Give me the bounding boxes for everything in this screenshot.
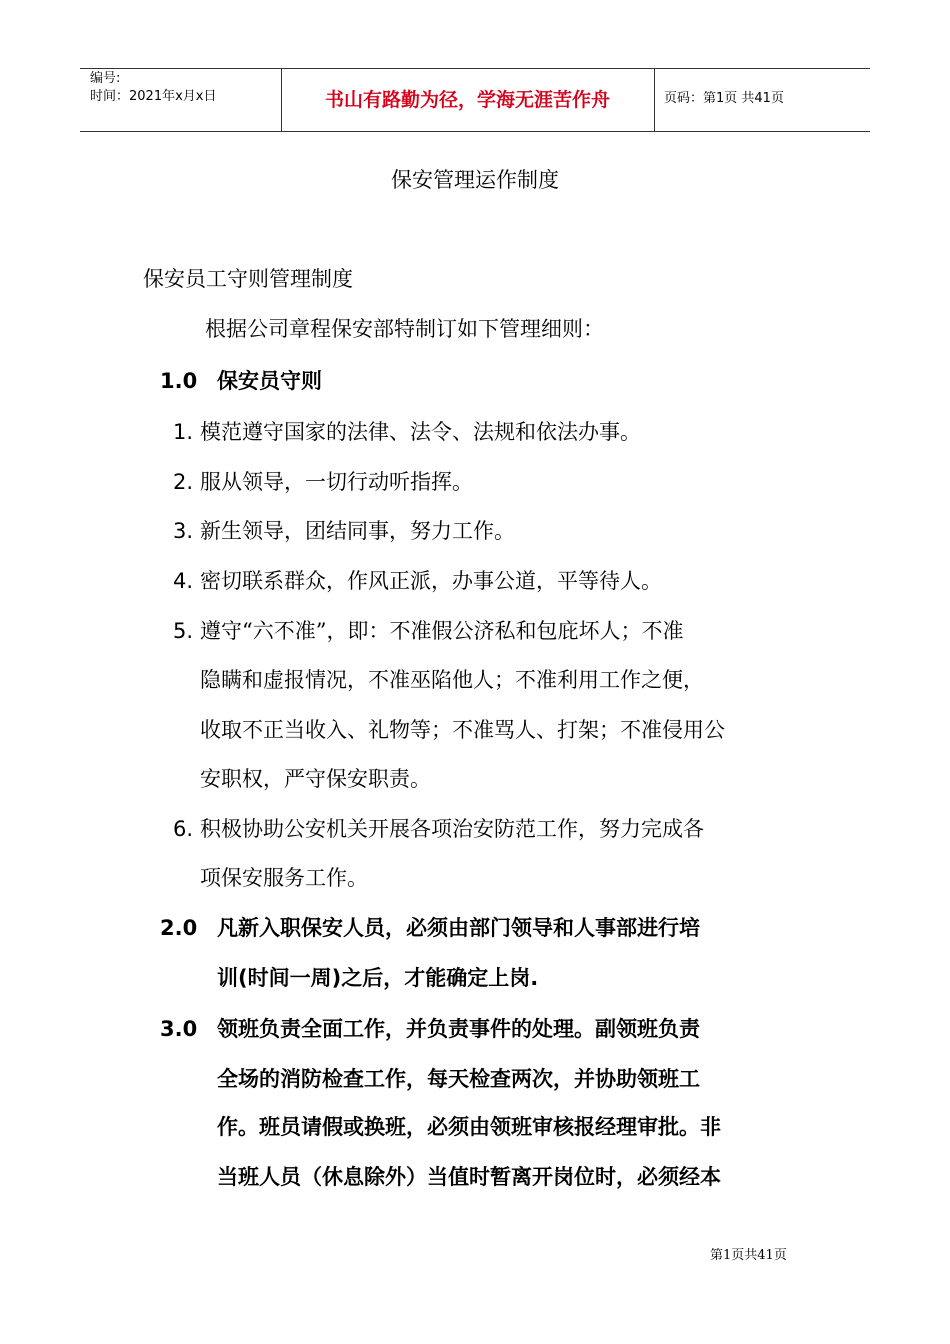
header-page-cell (654, 69, 870, 131)
item-2-number: 2. (173, 470, 194, 494)
item-3-text: 新生领导，团结同事，努力工作。 (200, 519, 515, 543)
number-label: 编号: (90, 71, 121, 86)
item-4-text: 密切联系群众，作风正派，办事公道，平等待人。 (200, 569, 662, 593)
item-5-line-2: 隐瞒和虚报情况，不准巫陷他人；不准利用工作之便， (200, 668, 704, 692)
item-5-line-1: 遵守“六不准”，即：不准假公济私和包庇坏人；不准 (200, 619, 684, 643)
s3-line-2: 全场的消防检查工作，每天检查两次，并协助领班工 (217, 1067, 700, 1091)
item-1-number: 1. (173, 420, 194, 444)
item-1-text: 模范遵守国家的法律、法令、法规和依法办事。 (200, 420, 641, 444)
header-motto-cell (281, 69, 655, 131)
s1-heading: 保安员守则 (217, 369, 322, 393)
document-title: 保安管理运作制度 (391, 168, 559, 192)
item-6-line-2: 项保安服务工作。 (200, 866, 368, 890)
item-5-number: 5. (173, 619, 194, 643)
item-5-line-4: 安职权，严守保安职责。 (200, 767, 431, 791)
s2-line-2: 训(时间一周)之后，才能确定上岗. (217, 966, 539, 990)
s3-number: 3.0 (160, 1017, 198, 1041)
item-4-number: 4. (173, 569, 194, 593)
date-label: 时间：2021年x月x日 (90, 89, 217, 104)
s1-number: 1.0 (160, 369, 198, 393)
footer-page-info: 第1页共41页 (710, 1248, 787, 1263)
s2-number: 2.0 (160, 916, 198, 940)
header-meta-cell (80, 69, 282, 131)
s3-line-4: 当班人员（休息除外）当值时暂离开岗位时，必须经本 (217, 1165, 721, 1189)
item-2-text: 服从领导，一切行动听指挥。 (200, 470, 473, 494)
motto-text: 书山有路勤为径，学海无涯苦作舟 (324, 89, 610, 111)
header-page-info: 页码：第1页 共41页 (664, 91, 784, 106)
intro-paragraph: 根据公司章程保安部特制订如下管理细则： (205, 317, 604, 341)
s3-line-3: 作。班员请假或换班，必须由领班审核报经理审批。非 (217, 1115, 721, 1139)
item-5-line-3: 收取不正当收入、礼物等；不准骂人、打架；不准侵用公 (200, 718, 725, 742)
item-3-number: 3. (173, 519, 194, 543)
item-6-line-1: 积极协助公安机关开展各项治安防范工作，努力完成各 (200, 817, 704, 841)
s3-line-1: 领班负责全面工作，并负责事件的处理。副领班负责 (217, 1017, 700, 1041)
item-6-number: 6. (173, 817, 194, 841)
document-header (80, 68, 870, 132)
section-title: 保安员工守则管理制度 (143, 267, 353, 291)
s2-line-1: 凡新入职保安人员，必须由部门领导和人事部进行培 (217, 916, 700, 940)
